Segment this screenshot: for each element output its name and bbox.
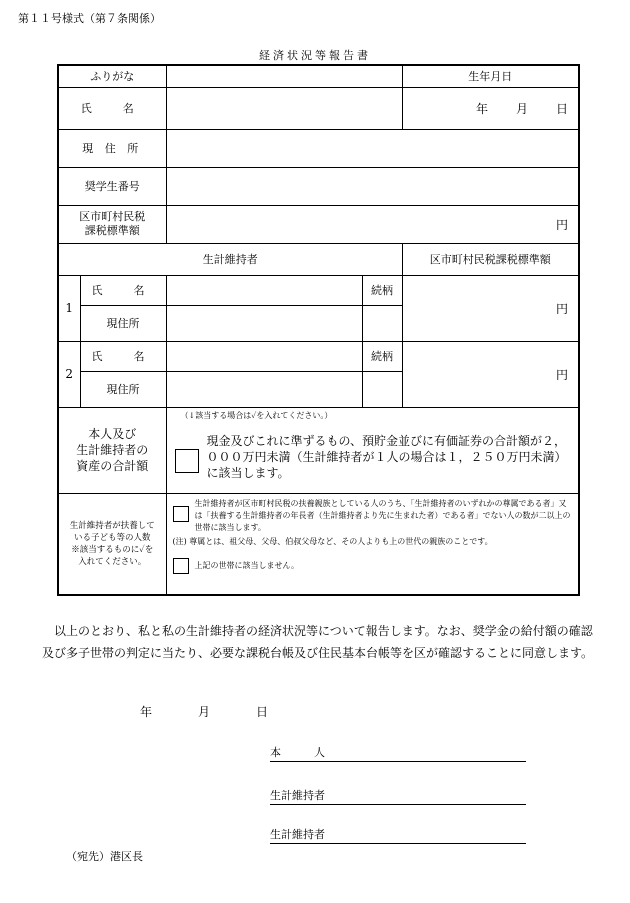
supporter-2-name-label: 氏 名	[80, 341, 166, 371]
supporter-2-tax-field[interactable]: 円	[402, 341, 579, 407]
assets-cell	[166, 407, 579, 493]
assets-hint: （↓該当する場合は✓を入れてください。）	[180, 410, 333, 420]
supporter-header: 生計維持者	[58, 243, 402, 275]
address-field[interactable]	[166, 129, 579, 167]
supporter-2-address-label: 現住所	[80, 371, 166, 407]
student-number-label: 奨学生番号	[58, 167, 166, 205]
date-year-label: 年	[140, 705, 153, 719]
form-number: 第１１号様式（第７条関係）	[18, 12, 161, 25]
supporter-1-tax-field[interactable]: 円	[402, 275, 579, 341]
addressee: （宛先）港区長	[66, 850, 143, 863]
dependents-checkbox-2[interactable]	[173, 558, 189, 574]
supporter-1-name-field[interactable]	[166, 275, 362, 305]
assets-checkbox[interactable]	[175, 449, 199, 473]
supporter-1-address-field[interactable]	[166, 305, 362, 341]
signature-supporter-2[interactable]: 生計維持者	[270, 826, 526, 844]
birthdate-label: 生年月日	[402, 65, 579, 87]
supporter-2-name-field[interactable]	[166, 341, 362, 371]
signature-supporter-1[interactable]: 生計維持者	[270, 787, 526, 805]
supporter-2-address-field[interactable]	[166, 371, 362, 407]
certification-statement: 以上のとおり、私と私の生計維持者の経済状況等について報告します。なお、奨学金の給付額の確認及び多子世帯の判定に当たり、必要な課税台帳及び住民基本台帳等を区が確認することに同意します。	[42, 624, 594, 660]
assets-text: 現金及びこれに準ずるもの、預貯金並びに有価証券の合計額が２，０００万円未満（生計維持者が１人の場合は１，２５０万円未満）に該当します。	[206, 433, 567, 480]
tax-base-field[interactable]: 円	[166, 205, 579, 243]
tax-base-label: 区市町村民税 課税標準額	[58, 205, 166, 243]
date-day-label: 日	[256, 705, 269, 719]
supporter-1-address-label: 現住所	[80, 305, 166, 341]
name-label: 氏 名	[58, 87, 166, 129]
furigana-field[interactable]	[166, 65, 402, 87]
supporter-2-relation-field[interactable]	[362, 371, 402, 407]
birth-day-label: 日	[555, 101, 568, 116]
birth-year-label: 年	[475, 101, 488, 116]
dependents-option-1: 生計維持者が区市町村民税の扶養親族としている人のうち、「生計維持者のいずれかの尊属である者」又は「扶養する生計維持者の年長者（生計維持者より先に生まれた者）である者」でない人の数が二以上の世帯に該当します。	[194, 498, 571, 532]
date-month-label: 月	[198, 705, 211, 719]
supporter-2-relation-label: 続柄	[362, 341, 402, 371]
assets-label: 本人及び 生計維持者の 資産の合計額	[58, 407, 166, 493]
birthdate-field[interactable]	[402, 87, 579, 129]
dependents-note: (注) 尊属とは、祖父母、父母、伯叔父母など、その人よりも上の世代の親族のことです。	[172, 536, 493, 546]
dependents-option-2: 上記の世帯に該当しません。	[194, 560, 299, 570]
supporter-tax-header: 区市町村民税課税標準額	[402, 243, 579, 275]
supporter-2-number: 2	[58, 341, 80, 407]
document-title: 経済状況等報告書	[259, 49, 371, 62]
signature-self[interactable]: 本 人	[270, 744, 526, 762]
furigana-label: ふりがな	[58, 65, 166, 87]
dependents-label: 生計維持者が扶養して いる子ども等の人数 ※該当するものに✓を 入れてください。	[58, 493, 166, 595]
report-date[interactable]	[140, 703, 314, 720]
dependents-cell	[166, 493, 579, 595]
address-label: 現 住 所	[58, 129, 166, 167]
report-table	[57, 64, 580, 596]
birth-month-label: 月	[515, 101, 528, 116]
supporter-1-relation-label: 続柄	[362, 275, 402, 305]
supporter-1-name-label: 氏 名	[80, 275, 166, 305]
supporter-1-number: 1	[58, 275, 80, 341]
supporter-1-relation-field[interactable]	[362, 305, 402, 341]
name-field[interactable]	[166, 87, 402, 129]
student-number-field[interactable]	[166, 167, 579, 205]
dependents-checkbox-1[interactable]	[173, 506, 189, 522]
